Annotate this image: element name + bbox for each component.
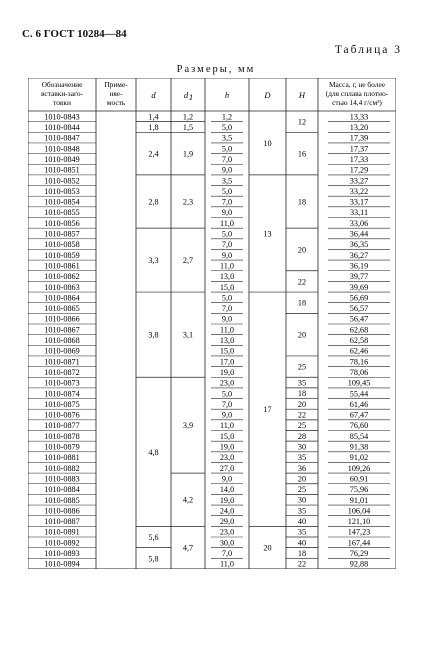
h-cell: 15,0 xyxy=(219,346,235,356)
designation-cell: 1010-0847 xyxy=(44,133,80,143)
mass-cell: 67,47 xyxy=(349,410,369,420)
h-cell: 11,0 xyxy=(219,261,235,271)
mass-cell: 78,06 xyxy=(349,367,369,377)
h-cell: 9,0 xyxy=(221,208,233,218)
designation-cell: 1010-0884 xyxy=(44,485,80,495)
designation-cell: 1010-0862 xyxy=(44,272,80,282)
d-cell: 5,8 xyxy=(148,554,159,564)
mass-cell: 62,58 xyxy=(349,336,369,345)
H-cell: 20 xyxy=(297,474,307,484)
mass-cell: 17,37 xyxy=(349,144,369,154)
mass-cell: 36,44 xyxy=(349,229,369,239)
H-cell: 22 xyxy=(297,559,307,569)
H-cell: 18 xyxy=(297,298,307,308)
mass-cell: 17,29 xyxy=(349,165,369,175)
mass-cell: 36,27 xyxy=(349,250,369,260)
H-cell: 18 xyxy=(297,548,307,558)
designation-cell: 1010-0894 xyxy=(44,559,80,569)
d1-cell: 4,7 xyxy=(182,543,194,553)
mass-cell: 92,88 xyxy=(349,559,369,569)
H-cell: 20 xyxy=(297,330,307,340)
designation-cell: 1010-0881 xyxy=(44,453,80,463)
mass-cell: 61,46 xyxy=(349,399,369,409)
h-cell: 24,0 xyxy=(219,506,235,516)
h-cell: 13,0 xyxy=(219,272,235,282)
d-cell: 1,4 xyxy=(148,112,159,122)
header-h: h xyxy=(224,90,230,100)
h-cell: 11,0 xyxy=(219,559,235,569)
h-cell: 5,0 xyxy=(221,144,233,154)
header-application: няе- xyxy=(109,89,123,98)
mass-cell: 56,47 xyxy=(349,314,369,324)
H-cell: 25 xyxy=(297,421,307,431)
d1-cell: 4,2 xyxy=(182,495,194,505)
H-cell: 35 xyxy=(297,527,307,537)
H-cell: 35 xyxy=(297,378,307,388)
mass-cell: 56,69 xyxy=(349,293,369,303)
header-mass: (для сплава плотно- xyxy=(325,89,389,98)
designation-cell: 1010-0872 xyxy=(44,367,80,377)
designation-cell: 1010-0851 xyxy=(44,165,80,175)
designation-cell: 1010-0868 xyxy=(44,336,80,345)
mass-cell: 85,54 xyxy=(349,431,369,441)
mass-cell: 55,44 xyxy=(349,389,369,399)
designation-cell: 1010-0873 xyxy=(44,378,80,388)
designation-cell: 1010-0855 xyxy=(44,208,80,218)
H-cell: 30 xyxy=(297,495,307,505)
mass-cell: 91,01 xyxy=(349,495,369,505)
designation-cell: 1010-0863 xyxy=(44,282,80,292)
h-cell: 19,0 xyxy=(219,495,235,505)
D-cell: 10 xyxy=(263,138,272,148)
h-cell: 3,5 xyxy=(221,133,233,143)
designation-cell: 1010-0854 xyxy=(44,197,80,207)
h-cell: 3,5 xyxy=(221,176,233,186)
header-mass: Масса, г, не более xyxy=(328,80,386,89)
designation-cell: 1010-0891 xyxy=(44,527,80,537)
h-cell: 7,0 xyxy=(221,197,233,207)
mass-cell: 62,46 xyxy=(349,346,369,356)
h-cell: 9,0 xyxy=(221,410,233,420)
designation-cell: 1010-0858 xyxy=(44,240,80,250)
designation-cell: 1010-0849 xyxy=(44,154,80,164)
mass-cell: 76,29 xyxy=(349,549,369,558)
header-D: D xyxy=(264,90,271,100)
header-d: d xyxy=(151,90,156,100)
H-cell: 12 xyxy=(297,117,307,127)
h-cell: 1,2 xyxy=(221,112,233,122)
h-cell: 5,0 xyxy=(221,293,233,303)
h-cell: 7,0 xyxy=(221,304,233,314)
H-cell: 30 xyxy=(297,442,307,452)
h-cell: 27,0 xyxy=(219,463,235,473)
mass-cell: 13,20 xyxy=(349,123,369,132)
h-cell: 7,0 xyxy=(221,399,233,409)
d-cell: 2,4 xyxy=(148,149,159,159)
mass-cell: 33,17 xyxy=(349,197,369,207)
mass-cell: 109,26 xyxy=(347,463,371,473)
d1-cell: 2,7 xyxy=(182,256,194,266)
mass-cell: 62,68 xyxy=(349,325,369,335)
designation-cell: 1010-0856 xyxy=(44,218,80,228)
D-cell: 20 xyxy=(263,543,272,553)
d-cell: 4,8 xyxy=(148,447,159,457)
h-cell: 9,0 xyxy=(221,314,233,324)
h-cell: 19,0 xyxy=(219,367,235,377)
H-cell: 35 xyxy=(297,506,307,516)
h-cell: 23,0 xyxy=(219,378,235,388)
header-designation: Обозначение xyxy=(41,80,83,89)
designation-cell: 1010-0877 xyxy=(44,421,80,431)
header-application: мость xyxy=(106,98,126,107)
h-cell: 23,0 xyxy=(219,453,235,463)
D-cell: 13 xyxy=(263,229,272,239)
designation-cell: 1010-0882 xyxy=(44,463,80,473)
table-caption: Размеры, мм xyxy=(176,64,256,75)
H-cell: 22 xyxy=(297,410,307,420)
mass-cell: 60,91 xyxy=(349,474,369,484)
H-cell: 35 xyxy=(297,453,307,463)
designation-cell: 1010-0869 xyxy=(44,346,80,356)
h-cell: 11,0 xyxy=(219,421,235,431)
H-cell: 20 xyxy=(297,245,307,255)
h-cell: 11,0 xyxy=(219,325,235,335)
designation-cell: 1010-0852 xyxy=(44,176,80,186)
designation-cell: 1010-0859 xyxy=(44,250,80,260)
H-cell: 40 xyxy=(297,517,307,527)
header-designation: вставки-заго- xyxy=(40,89,84,98)
mass-cell: 17,39 xyxy=(349,133,369,143)
h-cell: 9,0 xyxy=(221,474,233,484)
table-label: Таблица 3 xyxy=(334,44,402,56)
h-cell: 23,0 xyxy=(219,527,235,537)
h-cell: 9,0 xyxy=(221,165,233,175)
header-d1-subscript: 1 xyxy=(188,92,194,102)
designation-cell: 1010-0893 xyxy=(44,549,80,558)
H-cell: 18 xyxy=(297,197,307,207)
mass-cell: 91,38 xyxy=(349,442,369,452)
designation-cell: 1010-0887 xyxy=(44,517,80,527)
mass-cell: 167,44 xyxy=(347,538,371,548)
designation-cell: 1010-0879 xyxy=(44,442,80,452)
mass-cell: 36,19 xyxy=(349,261,369,271)
h-cell: 29,0 xyxy=(219,517,235,527)
h-cell: 5,0 xyxy=(221,389,233,399)
H-cell: 22 xyxy=(297,277,307,287)
h-cell: 7,0 xyxy=(221,549,233,558)
designation-cell: 1010-0865 xyxy=(44,304,80,314)
mass-cell: 39,69 xyxy=(349,282,369,292)
d-cell: 2,8 xyxy=(148,197,159,207)
designation-cell: 1010-0866 xyxy=(44,314,80,324)
designation-cell: 1010-0885 xyxy=(44,495,80,505)
h-cell: 7,0 xyxy=(221,154,233,164)
designation-cell: 1010-0857 xyxy=(44,229,80,239)
designation-cell: 1010-0867 xyxy=(44,325,80,335)
designation-cell: 1010-0844 xyxy=(44,123,80,132)
h-cell: 15,0 xyxy=(219,282,235,292)
header-designation: товки xyxy=(53,98,71,107)
mass-cell: 121,10 xyxy=(347,517,371,527)
designation-cell: 1010-0886 xyxy=(44,506,80,516)
mass-cell: 91,02 xyxy=(349,453,369,463)
mass-cell: 147,23 xyxy=(347,527,371,537)
H-cell: 20 xyxy=(297,399,307,409)
H-cell: 16 xyxy=(297,149,307,159)
designation-cell: 1010-0878 xyxy=(44,431,80,441)
mass-cell: 109,45 xyxy=(347,378,371,388)
d-cell: 3,3 xyxy=(148,256,159,266)
mass-cell: 36,35 xyxy=(349,240,369,250)
h-cell: 14,0 xyxy=(219,485,235,495)
designation-cell: 1010-0861 xyxy=(44,261,80,271)
header-H: H xyxy=(298,90,306,100)
d1-cell: 3,1 xyxy=(182,330,194,340)
d1-cell: 2,3 xyxy=(182,197,194,207)
H-cell: 36 xyxy=(297,463,307,473)
h-cell: 15,0 xyxy=(219,431,235,441)
header-mass: стью 14,4 г/см³) xyxy=(332,98,382,107)
designation-cell: 1010-0875 xyxy=(44,399,80,409)
d1-cell: 1,2 xyxy=(182,112,194,122)
h-cell: 5,0 xyxy=(221,123,233,132)
h-cell: 13,0 xyxy=(219,336,235,345)
h-cell: 9,0 xyxy=(221,250,233,260)
mass-cell: 75,96 xyxy=(349,485,369,495)
dimensions-table xyxy=(28,78,396,569)
header-d1: d xyxy=(183,90,189,100)
mass-cell: 33,06 xyxy=(349,218,369,228)
h-cell: 7,0 xyxy=(221,240,233,250)
d-cell: 3,8 xyxy=(148,330,159,340)
h-cell: 5,0 xyxy=(221,186,233,196)
designation-cell: 1010-0864 xyxy=(44,293,80,303)
H-cell: 28 xyxy=(297,431,307,441)
designation-cell: 1010-0871 xyxy=(44,357,80,367)
mass-cell: 13,33 xyxy=(349,112,369,122)
mass-cell: 78,16 xyxy=(349,357,369,367)
d-cell: 5,6 xyxy=(148,533,159,542)
d1-cell: 3,9 xyxy=(182,421,194,431)
mass-cell: 106,04 xyxy=(347,506,371,516)
d1-cell: 1,5 xyxy=(182,122,194,132)
D-cell: 17 xyxy=(263,405,272,415)
H-cell: 18 xyxy=(297,389,307,399)
H-cell: 25 xyxy=(297,362,307,372)
h-cell: 17,0 xyxy=(219,357,235,367)
designation-cell: 1010-0883 xyxy=(44,474,80,484)
h-cell: 5,0 xyxy=(221,229,233,239)
H-cell: 25 xyxy=(297,485,307,495)
designation-cell: 1010-0853 xyxy=(44,186,80,196)
H-cell: 40 xyxy=(297,538,307,548)
designation-cell: 1010-0848 xyxy=(44,144,80,154)
designation-cell: 1010-0843 xyxy=(44,112,80,122)
designation-cell: 1010-0876 xyxy=(44,410,80,420)
header-application: Приме- xyxy=(104,80,128,89)
designation-cell: 1010-0892 xyxy=(44,538,80,548)
h-cell: 30,0 xyxy=(219,538,235,548)
mass-cell: 33,11 xyxy=(349,208,369,218)
h-cell: 19,0 xyxy=(219,442,235,452)
h-cell: 11,0 xyxy=(219,218,235,228)
mass-cell: 33,22 xyxy=(349,186,369,196)
d1-cell: 1,9 xyxy=(182,149,194,159)
mass-cell: 39,77 xyxy=(349,272,369,282)
mass-cell: 56,57 xyxy=(349,304,369,314)
designation-cell: 1010-0874 xyxy=(44,389,80,399)
d-cell: 1,8 xyxy=(148,122,159,132)
mass-cell: 17,33 xyxy=(349,154,369,164)
mass-cell: 33,27 xyxy=(349,176,369,186)
mass-cell: 76,60 xyxy=(349,421,369,431)
page-header: С. 6 ГОСТ 10284—84 xyxy=(22,28,127,40)
